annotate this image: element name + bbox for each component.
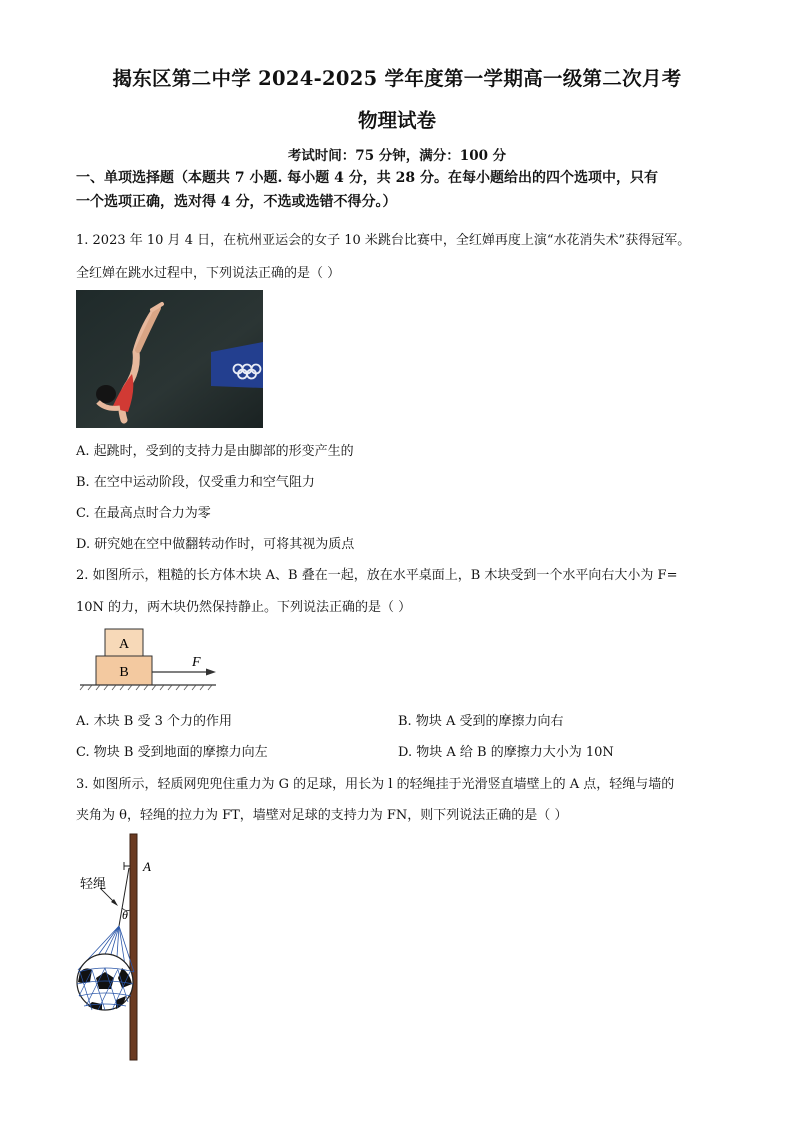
section-heading-line2: 一个选项正确，选对得 4 分，不选或选错不得分。）	[76, 194, 397, 210]
exam-info: 考试时间：75 分钟，满分：100 分	[287, 148, 507, 164]
block-b-label: B	[119, 665, 129, 680]
angle-theta-label: θ	[122, 908, 128, 922]
q2-stem-line2: 10N 的力，两木块仍然保持静止。下列说法正确的是（ ）	[76, 600, 412, 615]
q3-stem-line1: 3. 如图所示，轻质网兜兜住重力为 G 的足球，用长为 l 的轻绳挂于光滑竖直墙壁上的 A 点，轻绳与墙的	[76, 777, 675, 792]
q1-stem-line1: 1. 2023 年 10 月 4 日，在杭州亚运会的女子 10 米跳台比赛中，全红婵再度上演“水花消失术”获得冠军。	[76, 233, 691, 248]
point-a-label: A	[143, 859, 151, 874]
blocks-diagram	[76, 625, 226, 695]
section-heading-line1: 一、单项选择题（本题共 7 小题. 每小题 4 分，共 28 分。在每小题给出的四个选项中，只有	[76, 170, 658, 186]
exam-title: 揭东区第二中学 2024-2025 学年度第一学期高一级第二次月考	[112, 67, 682, 90]
q3-stem-line2: 夹角为 θ，轻绳的拉力为 FT，墙壁对足球的支持力为 FN，则下列说法正确的是（ ）	[76, 808, 568, 823]
rope-label: 轻绳	[80, 877, 107, 892]
exam-subject: 物理试卷	[357, 109, 436, 132]
q2-option-d: D. 物块 A 给 B 的摩擦力大小为 10N	[398, 745, 614, 760]
q2-option-a: A. 木块 B 受 3 个力的作用	[76, 714, 233, 729]
diver-photo	[76, 290, 263, 428]
q2-option-c: C. 物块 B 受到地面的摩擦力向左	[76, 745, 268, 760]
football-wall-diagram	[72, 832, 172, 1062]
force-label: F	[192, 655, 201, 670]
q1-option-a: A. 起跳时，受到的支持力是由脚部的形变产生的	[76, 444, 354, 459]
q1-option-d: D. 研究她在空中做翻转动作时，可将其视为质点	[76, 537, 355, 552]
q1-option-c: C. 在最高点时合力为零	[76, 506, 211, 521]
q2-stem-line1: 2. 如图所示，粗糙的长方体木块 A、B 叠在一起，放在水平桌面上，B 木块受到一个水平向右大小为 F=	[76, 568, 678, 583]
q1-stem-line2: 全红婵在跳水过程中，下列说法正确的是（ ）	[76, 266, 341, 281]
block-a-label: A	[118, 637, 130, 652]
q2-option-b: B. 物块 A 受到的摩擦力向右	[398, 714, 564, 729]
q1-option-b: B. 在空中运动阶段，仅受重力和空气阻力	[76, 475, 315, 490]
